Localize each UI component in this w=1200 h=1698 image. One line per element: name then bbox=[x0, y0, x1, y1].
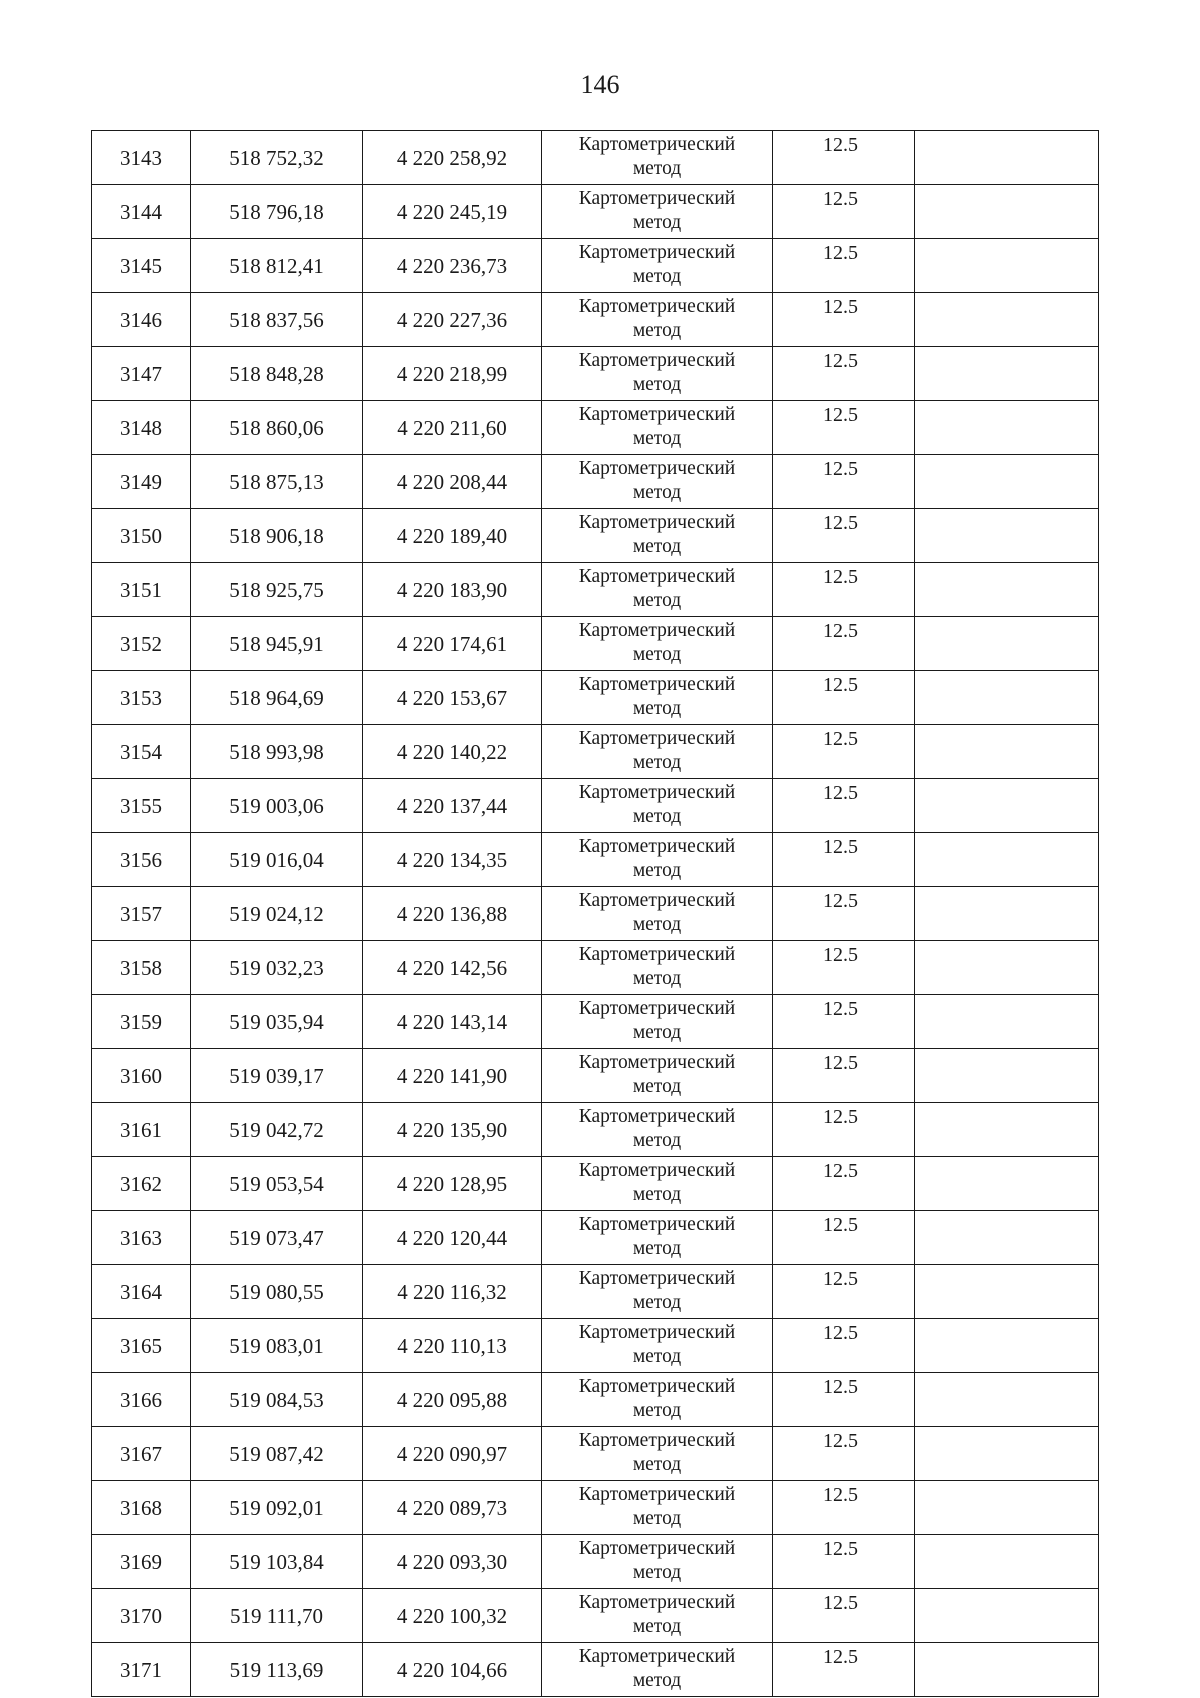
note-cell bbox=[915, 1427, 1099, 1481]
method-line-1: Картометрический bbox=[578, 1646, 736, 1667]
note-cell bbox=[915, 671, 1099, 725]
point-number-cell: 3165 bbox=[92, 1319, 191, 1373]
point-number-cell: 3161 bbox=[92, 1103, 191, 1157]
method-line-1: Картометрический bbox=[578, 188, 736, 209]
x-coordinate-cell: 519 073,47 bbox=[191, 1211, 363, 1265]
note-cell bbox=[915, 1103, 1099, 1157]
accuracy-cell: 12.5 bbox=[773, 1643, 915, 1697]
method-line-2: метод bbox=[632, 1670, 682, 1691]
method-line-1: Картометрический bbox=[578, 566, 736, 587]
x-coordinate-cell: 518 812,41 bbox=[191, 239, 363, 293]
method-line-1: Картометрический bbox=[578, 1484, 736, 1505]
point-number-cell: 3149 bbox=[92, 455, 191, 509]
note-cell bbox=[915, 779, 1099, 833]
method-line-2: метод bbox=[632, 1346, 682, 1367]
method-cell bbox=[542, 1103, 773, 1157]
method-line-1: Картометрический bbox=[578, 1160, 736, 1181]
accuracy-cell: 12.5 bbox=[773, 833, 915, 887]
method-line-2: метод bbox=[632, 482, 682, 503]
table-row bbox=[92, 1157, 1099, 1211]
table-row bbox=[92, 779, 1099, 833]
point-number-cell: 3151 bbox=[92, 563, 191, 617]
table-row bbox=[92, 293, 1099, 347]
method-line-1: Картометрический bbox=[578, 1052, 736, 1073]
note-cell bbox=[915, 941, 1099, 995]
x-coordinate-cell: 519 087,42 bbox=[191, 1427, 363, 1481]
y-coordinate-cell: 4 220 089,73 bbox=[363, 1481, 542, 1535]
point-number-cell: 3150 bbox=[92, 509, 191, 563]
method-line-1: Картометрический bbox=[578, 1538, 736, 1559]
note-cell bbox=[915, 509, 1099, 563]
accuracy-cell: 12.5 bbox=[773, 1265, 915, 1319]
note-cell bbox=[915, 1589, 1099, 1643]
method-cell bbox=[542, 1211, 773, 1265]
table-row bbox=[92, 1535, 1099, 1589]
method-line-2: метод bbox=[632, 1238, 682, 1259]
note-cell bbox=[915, 1211, 1099, 1265]
method-line-2: метод bbox=[632, 914, 682, 935]
x-coordinate-cell: 519 042,72 bbox=[191, 1103, 363, 1157]
accuracy-cell: 12.5 bbox=[773, 401, 915, 455]
accuracy-cell: 12.5 bbox=[773, 725, 915, 779]
point-number-cell: 3167 bbox=[92, 1427, 191, 1481]
accuracy-cell: 12.5 bbox=[773, 1589, 915, 1643]
method-cell bbox=[542, 779, 773, 833]
method-cell bbox=[542, 509, 773, 563]
method-cell bbox=[542, 1481, 773, 1535]
method-line-2: метод bbox=[632, 1076, 682, 1097]
method-line-1: Картометрический bbox=[578, 998, 736, 1019]
note-cell bbox=[915, 1157, 1099, 1211]
method-line-1: Картометрический bbox=[578, 728, 736, 749]
note-cell bbox=[915, 185, 1099, 239]
method-line-2: метод bbox=[632, 428, 682, 449]
accuracy-cell: 12.5 bbox=[773, 1481, 915, 1535]
point-number-cell: 3163 bbox=[92, 1211, 191, 1265]
point-number-cell: 3162 bbox=[92, 1157, 191, 1211]
method-cell bbox=[542, 1319, 773, 1373]
accuracy-cell: 12.5 bbox=[773, 1103, 915, 1157]
table-row bbox=[92, 671, 1099, 725]
page-number: 146 bbox=[580, 70, 620, 99]
method-line-1: Картометрический bbox=[578, 350, 736, 371]
method-line-2: метод bbox=[632, 1184, 682, 1205]
y-coordinate-cell: 4 220 189,40 bbox=[363, 509, 542, 563]
point-number-cell: 3168 bbox=[92, 1481, 191, 1535]
table-row bbox=[92, 239, 1099, 293]
x-coordinate-cell: 519 103,84 bbox=[191, 1535, 363, 1589]
y-coordinate-cell: 4 220 110,13 bbox=[363, 1319, 542, 1373]
note-cell bbox=[915, 239, 1099, 293]
accuracy-cell: 12.5 bbox=[773, 617, 915, 671]
method-line-2: метод bbox=[632, 1400, 682, 1421]
note-cell bbox=[915, 347, 1099, 401]
table-row bbox=[92, 455, 1099, 509]
accuracy-cell: 12.5 bbox=[773, 185, 915, 239]
x-coordinate-cell: 518 993,98 bbox=[191, 725, 363, 779]
method-line-2: метод bbox=[632, 1454, 682, 1475]
table-row bbox=[92, 401, 1099, 455]
y-coordinate-cell: 4 220 116,32 bbox=[363, 1265, 542, 1319]
point-number-cell: 3164 bbox=[92, 1265, 191, 1319]
accuracy-cell: 12.5 bbox=[773, 1373, 915, 1427]
point-number-cell: 3146 bbox=[92, 293, 191, 347]
y-coordinate-cell: 4 220 141,90 bbox=[363, 1049, 542, 1103]
x-coordinate-cell: 518 945,91 bbox=[191, 617, 363, 671]
accuracy-cell: 12.5 bbox=[773, 509, 915, 563]
point-number-cell: 3169 bbox=[92, 1535, 191, 1589]
x-coordinate-cell: 519 083,01 bbox=[191, 1319, 363, 1373]
point-number-cell: 3166 bbox=[92, 1373, 191, 1427]
table-row bbox=[92, 833, 1099, 887]
method-cell bbox=[542, 1535, 773, 1589]
method-cell bbox=[542, 941, 773, 995]
method-line-2: метод bbox=[632, 374, 682, 395]
table-row bbox=[92, 1049, 1099, 1103]
point-number-cell: 3156 bbox=[92, 833, 191, 887]
point-number-cell: 3148 bbox=[92, 401, 191, 455]
y-coordinate-cell: 4 220 174,61 bbox=[363, 617, 542, 671]
point-number-cell: 3170 bbox=[92, 1589, 191, 1643]
method-line-1: Картометрический bbox=[578, 620, 736, 641]
x-coordinate-cell: 519 092,01 bbox=[191, 1481, 363, 1535]
note-cell bbox=[915, 995, 1099, 1049]
method-cell bbox=[542, 1049, 773, 1103]
coordinates-table bbox=[91, 130, 1099, 1697]
method-line-2: метод bbox=[632, 968, 682, 989]
method-line-1: Картометрический bbox=[578, 1430, 736, 1451]
method-line-2: метод bbox=[632, 1508, 682, 1529]
y-coordinate-cell: 4 220 095,88 bbox=[363, 1373, 542, 1427]
method-line-2: метод bbox=[632, 158, 682, 179]
table-row bbox=[92, 1427, 1099, 1481]
y-coordinate-cell: 4 220 208,44 bbox=[363, 455, 542, 509]
method-line-1: Картометрический bbox=[578, 296, 736, 317]
y-coordinate-cell: 4 220 100,32 bbox=[363, 1589, 542, 1643]
method-line-2: метод bbox=[632, 1292, 682, 1313]
point-number-cell: 3158 bbox=[92, 941, 191, 995]
point-number-cell: 3152 bbox=[92, 617, 191, 671]
method-line-1: Картометрический bbox=[578, 1214, 736, 1235]
x-coordinate-cell: 518 964,69 bbox=[191, 671, 363, 725]
method-cell bbox=[542, 401, 773, 455]
method-cell bbox=[542, 455, 773, 509]
method-cell bbox=[542, 1157, 773, 1211]
method-line-2: метод bbox=[632, 1022, 682, 1043]
table-row bbox=[92, 1265, 1099, 1319]
method-line-2: метод bbox=[632, 212, 682, 233]
y-coordinate-cell: 4 220 136,88 bbox=[363, 887, 542, 941]
y-coordinate-cell: 4 220 104,66 bbox=[363, 1643, 542, 1697]
table-row bbox=[92, 617, 1099, 671]
x-coordinate-cell: 518 837,56 bbox=[191, 293, 363, 347]
y-coordinate-cell: 4 220 183,90 bbox=[363, 563, 542, 617]
method-line-2: метод bbox=[632, 1562, 682, 1583]
method-cell bbox=[542, 293, 773, 347]
table-row bbox=[92, 1103, 1099, 1157]
table-row bbox=[92, 185, 1099, 239]
table-row bbox=[92, 131, 1099, 185]
method-line-1: Картометрический bbox=[578, 1268, 736, 1289]
method-cell bbox=[542, 1643, 773, 1697]
point-number-cell: 3159 bbox=[92, 995, 191, 1049]
note-cell bbox=[915, 1049, 1099, 1103]
point-number-cell: 3143 bbox=[92, 131, 191, 185]
y-coordinate-cell: 4 220 090,97 bbox=[363, 1427, 542, 1481]
method-line-1: Картометрический bbox=[578, 1322, 736, 1343]
accuracy-cell: 12.5 bbox=[773, 995, 915, 1049]
method-cell bbox=[542, 1427, 773, 1481]
note-cell bbox=[915, 563, 1099, 617]
method-cell bbox=[542, 995, 773, 1049]
x-coordinate-cell: 519 016,04 bbox=[191, 833, 363, 887]
table-row bbox=[92, 563, 1099, 617]
accuracy-cell: 12.5 bbox=[773, 941, 915, 995]
method-line-1: Картометрический bbox=[578, 1376, 736, 1397]
method-line-2: метод bbox=[632, 320, 682, 341]
x-coordinate-cell: 519 111,70 bbox=[191, 1589, 363, 1643]
point-number-cell: 3154 bbox=[92, 725, 191, 779]
method-line-2: метод bbox=[632, 1616, 682, 1637]
method-line-1: Картометрический bbox=[578, 1592, 736, 1613]
accuracy-cell: 12.5 bbox=[773, 1049, 915, 1103]
y-coordinate-cell: 4 220 211,60 bbox=[363, 401, 542, 455]
method-cell bbox=[542, 617, 773, 671]
note-cell bbox=[915, 887, 1099, 941]
method-line-1: Картометрический bbox=[578, 242, 736, 263]
x-coordinate-cell: 519 003,06 bbox=[191, 779, 363, 833]
method-line-2: метод bbox=[632, 536, 682, 557]
x-coordinate-cell: 519 084,53 bbox=[191, 1373, 363, 1427]
accuracy-cell: 12.5 bbox=[773, 671, 915, 725]
method-cell bbox=[542, 671, 773, 725]
y-coordinate-cell: 4 220 140,22 bbox=[363, 725, 542, 779]
accuracy-cell: 12.5 bbox=[773, 455, 915, 509]
x-coordinate-cell: 518 906,18 bbox=[191, 509, 363, 563]
method-line-1: Картометрический bbox=[578, 134, 736, 155]
accuracy-cell: 12.5 bbox=[773, 1211, 915, 1265]
note-cell bbox=[915, 1319, 1099, 1373]
method-cell bbox=[542, 239, 773, 293]
point-number-cell: 3145 bbox=[92, 239, 191, 293]
x-coordinate-cell: 518 860,06 bbox=[191, 401, 363, 455]
table-row bbox=[92, 887, 1099, 941]
y-coordinate-cell: 4 220 128,95 bbox=[363, 1157, 542, 1211]
accuracy-cell: 12.5 bbox=[773, 131, 915, 185]
method-line-2: метод bbox=[632, 860, 682, 881]
note-cell bbox=[915, 725, 1099, 779]
x-coordinate-cell: 519 113,69 bbox=[191, 1643, 363, 1697]
x-coordinate-cell: 518 925,75 bbox=[191, 563, 363, 617]
method-line-1: Картометрический bbox=[578, 944, 736, 965]
table-row bbox=[92, 1589, 1099, 1643]
method-line-2: метод bbox=[632, 752, 682, 773]
y-coordinate-cell: 4 220 245,19 bbox=[363, 185, 542, 239]
point-number-cell: 3153 bbox=[92, 671, 191, 725]
note-cell bbox=[915, 1373, 1099, 1427]
method-line-2: метод bbox=[632, 1130, 682, 1151]
y-coordinate-cell: 4 220 227,36 bbox=[363, 293, 542, 347]
accuracy-cell: 12.5 bbox=[773, 1157, 915, 1211]
y-coordinate-cell: 4 220 093,30 bbox=[363, 1535, 542, 1589]
y-coordinate-cell: 4 220 135,90 bbox=[363, 1103, 542, 1157]
note-cell bbox=[915, 617, 1099, 671]
method-cell bbox=[542, 1373, 773, 1427]
y-coordinate-cell: 4 220 153,67 bbox=[363, 671, 542, 725]
note-cell bbox=[915, 131, 1099, 185]
x-coordinate-cell: 519 032,23 bbox=[191, 941, 363, 995]
y-coordinate-cell: 4 220 142,56 bbox=[363, 941, 542, 995]
x-coordinate-cell: 519 035,94 bbox=[191, 995, 363, 1049]
accuracy-cell: 12.5 bbox=[773, 887, 915, 941]
accuracy-cell: 12.5 bbox=[773, 347, 915, 401]
method-cell bbox=[542, 563, 773, 617]
y-coordinate-cell: 4 220 120,44 bbox=[363, 1211, 542, 1265]
method-line-2: метод bbox=[632, 266, 682, 287]
method-line-1: Картометрический bbox=[578, 1106, 736, 1127]
x-coordinate-cell: 519 039,17 bbox=[191, 1049, 363, 1103]
method-line-1: Картометрический bbox=[578, 404, 736, 425]
note-cell bbox=[915, 1481, 1099, 1535]
method-cell bbox=[542, 185, 773, 239]
y-coordinate-cell: 4 220 143,14 bbox=[363, 995, 542, 1049]
accuracy-cell: 12.5 bbox=[773, 1319, 915, 1373]
note-cell bbox=[915, 401, 1099, 455]
note-cell bbox=[915, 833, 1099, 887]
method-cell bbox=[542, 833, 773, 887]
point-number-cell: 3157 bbox=[92, 887, 191, 941]
method-line-1: Картометрический bbox=[578, 782, 736, 803]
method-line-2: метод bbox=[632, 806, 682, 827]
accuracy-cell: 12.5 bbox=[773, 239, 915, 293]
y-coordinate-cell: 4 220 137,44 bbox=[363, 779, 542, 833]
x-coordinate-cell: 518 752,32 bbox=[191, 131, 363, 185]
method-line-1: Картометрический bbox=[578, 890, 736, 911]
method-cell bbox=[542, 347, 773, 401]
accuracy-cell: 12.5 bbox=[773, 1535, 915, 1589]
method-cell bbox=[542, 1589, 773, 1643]
note-cell bbox=[915, 293, 1099, 347]
point-number-cell: 3144 bbox=[92, 185, 191, 239]
accuracy-cell: 12.5 bbox=[773, 293, 915, 347]
accuracy-cell: 12.5 bbox=[773, 779, 915, 833]
y-coordinate-cell: 4 220 134,35 bbox=[363, 833, 542, 887]
method-line-1: Картометрический bbox=[578, 458, 736, 479]
y-coordinate-cell: 4 220 236,73 bbox=[363, 239, 542, 293]
point-number-cell: 3171 bbox=[92, 1643, 191, 1697]
x-coordinate-cell: 518 875,13 bbox=[191, 455, 363, 509]
note-cell bbox=[915, 1265, 1099, 1319]
table-row bbox=[92, 1211, 1099, 1265]
method-line-2: метод bbox=[632, 644, 682, 665]
method-line-2: метод bbox=[632, 698, 682, 719]
table-row bbox=[92, 347, 1099, 401]
x-coordinate-cell: 518 848,28 bbox=[191, 347, 363, 401]
point-number-cell: 3155 bbox=[92, 779, 191, 833]
method-line-1: Картометрический bbox=[578, 512, 736, 533]
accuracy-cell: 12.5 bbox=[773, 563, 915, 617]
table-row bbox=[92, 1481, 1099, 1535]
x-coordinate-cell: 519 053,54 bbox=[191, 1157, 363, 1211]
table-row bbox=[92, 941, 1099, 995]
y-coordinate-cell: 4 220 258,92 bbox=[363, 131, 542, 185]
note-cell bbox=[915, 1643, 1099, 1697]
coordinates-table-body bbox=[92, 131, 1099, 1697]
accuracy-cell: 12.5 bbox=[773, 1427, 915, 1481]
method-line-1: Картометрический bbox=[578, 836, 736, 857]
method-cell bbox=[542, 887, 773, 941]
note-cell bbox=[915, 455, 1099, 509]
method-line-1: Картометрический bbox=[578, 674, 736, 695]
note-cell bbox=[915, 1535, 1099, 1589]
table-row bbox=[92, 725, 1099, 779]
x-coordinate-cell: 519 080,55 bbox=[191, 1265, 363, 1319]
table-row bbox=[92, 1373, 1099, 1427]
table-row bbox=[92, 1319, 1099, 1373]
table-row bbox=[92, 509, 1099, 563]
x-coordinate-cell: 518 796,18 bbox=[191, 185, 363, 239]
table-row bbox=[92, 1643, 1099, 1697]
method-cell bbox=[542, 1265, 773, 1319]
x-coordinate-cell: 519 024,12 bbox=[191, 887, 363, 941]
point-number-cell: 3160 bbox=[92, 1049, 191, 1103]
method-line-2: метод bbox=[632, 590, 682, 611]
y-coordinate-cell: 4 220 218,99 bbox=[363, 347, 542, 401]
method-cell bbox=[542, 131, 773, 185]
method-cell bbox=[542, 725, 773, 779]
table-row bbox=[92, 995, 1099, 1049]
point-number-cell: 3147 bbox=[92, 347, 191, 401]
